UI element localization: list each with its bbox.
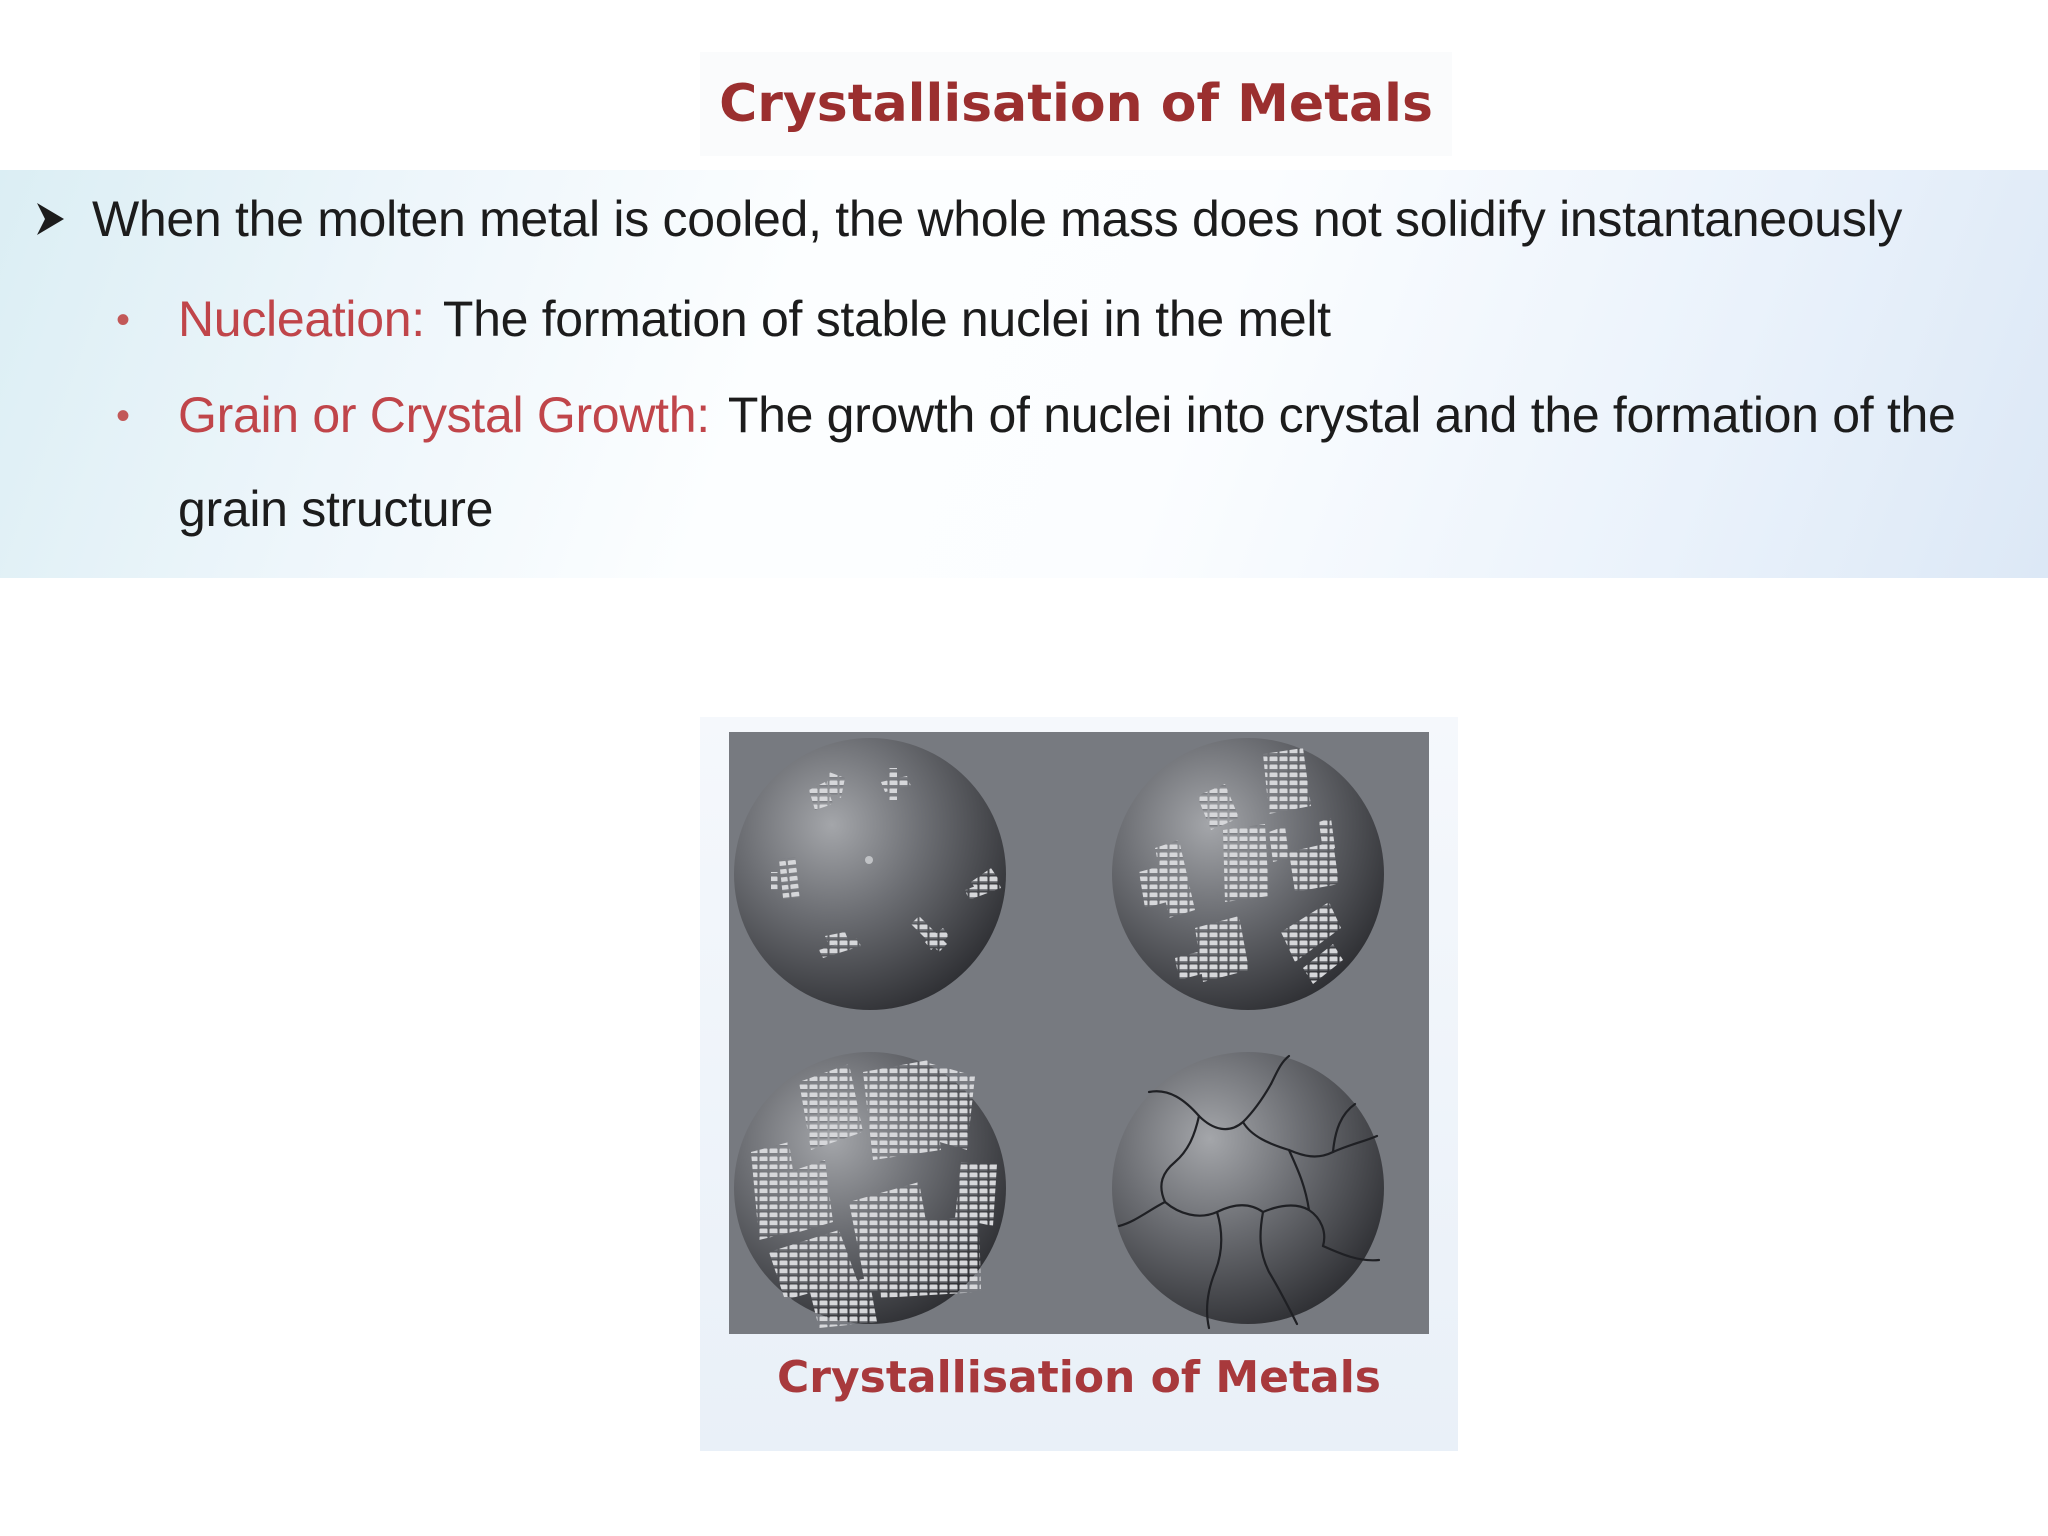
arrow-bullet-icon (34, 199, 66, 239)
figure-caption: Crystallisation of Metals (776, 1352, 1381, 1403)
stage-2-crystal-growth (1112, 738, 1384, 1010)
melt-sphere (1112, 1052, 1384, 1324)
bullet-dot-icon: • (116, 394, 130, 438)
title-area (700, 52, 1452, 156)
bullet-dot-icon: • (116, 298, 130, 342)
stage-1-nucleation (734, 738, 1006, 1010)
bullet-text-continuation: grain structure (178, 481, 494, 537)
stage-3-grains-impinging (734, 1052, 1006, 1328)
bullet-term: Grain or Crystal Growth: (178, 387, 710, 443)
stage-4-grain-structure (1112, 1052, 1384, 1328)
crystallisation-diagram-svg (729, 732, 1429, 1334)
bullet-nucleation (116, 290, 1331, 350)
bullet-term: Nucleation: (178, 291, 425, 347)
crystallisation-diagram (729, 732, 1429, 1334)
slide-title: Crystallisation of Metals (719, 74, 1433, 134)
main-point (34, 190, 1902, 248)
bullet-grain-growth (116, 386, 1956, 446)
bullet-text: The growth of nuclei into crystal and the formation of the (727, 387, 1956, 443)
main-point-text: When the molten metal is cooled, the whole mass does not solidify instantaneously (92, 191, 1903, 247)
bullet-text: The formation of stable nuclei in the melt (442, 291, 1331, 347)
